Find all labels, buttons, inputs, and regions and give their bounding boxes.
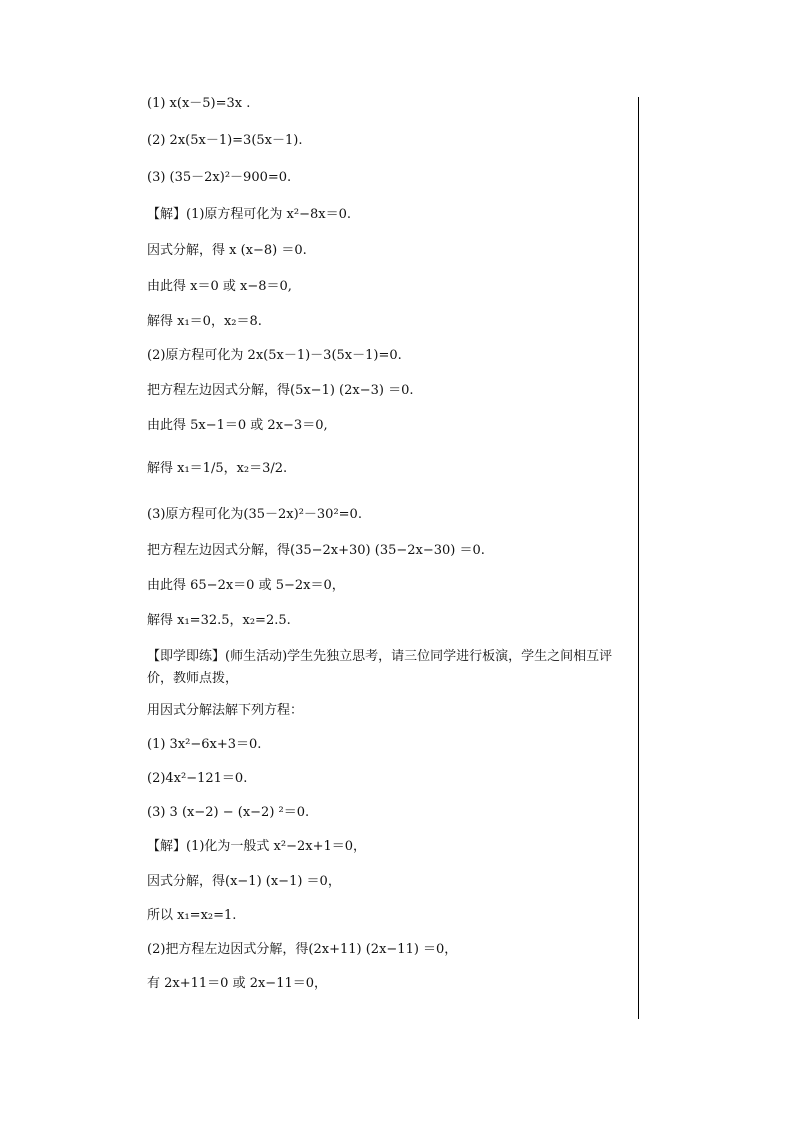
solution-line: 解得 x₁＝0，x₂＝8. — [147, 314, 262, 329]
problem-3: (3) (35－2x)²－900=0. — [147, 170, 292, 185]
solution-line: 把方程左边因式分解，得(5x−1) (2x−3) ＝0. — [147, 383, 414, 398]
solution-line: 解得 x₁=32.5，x₂=2.5. — [147, 613, 291, 628]
practice-problem: (1) 3x²−6x+3＝0. — [147, 737, 262, 752]
solution-fraction-line: 解得 x₁＝1/5，x₂＝3/2. — [147, 461, 288, 476]
practice-intro: 【即学即练】(师生活动)学生先独立思考，请三位同学进行板演，学生之间相互评价，教师点拨， — [147, 649, 613, 686]
practice-solution-line: 所以 x₁=x₂=1. — [147, 908, 237, 923]
solution-line: 由此得 65−2x＝0 或 5−2x＝0， — [147, 578, 345, 593]
solution-header: 【解】(1)原方程可化为 x²−8x＝0. — [147, 207, 351, 222]
practice-problem: (3) 3 (x−2) − (x−2) ²＝0. — [147, 805, 310, 820]
practice-solution-line: (2)把方程左边因式分解，得(2x+11) (2x−11) ＝0， — [147, 942, 458, 957]
solution-line: 由此得 x＝0 或 x−8＝0, — [147, 279, 292, 294]
table-border-line — [638, 97, 639, 1019]
problem-1: (1) x(x－5)=3x . — [147, 96, 251, 111]
solution-line: (3)原方程可化为(35－2x)²－30²=0. — [147, 507, 362, 522]
practice-problem: (2)4x²−121＝0. — [147, 771, 248, 786]
solution-line: 把方程左边因式分解，得(35−2x+30) (35−2x−30) ＝0. — [147, 543, 485, 558]
problem-2: (2) 2x(5x－1)=3(5x－1). — [147, 133, 303, 148]
solution-line: 因式分解，得 x (x−8) ＝0. — [147, 243, 307, 258]
practice-instruction: 用因式分解法解下列方程： — [147, 703, 304, 718]
practice-solution-line: 因式分解，得(x−1) (x−1) ＝0， — [147, 874, 341, 889]
solution-line: 由此得 5x−1＝0 或 2x−3＝0, — [147, 418, 328, 433]
solution-line: (2)原方程可化为 2x(5x－1)－3(5x－1)=0. — [147, 348, 402, 363]
practice-solution-header: 【解】(1)化为一般式 x²−2x+1＝0， — [147, 839, 367, 854]
practice-solution-line: 有 2x+11＝0 或 2x−11＝0， — [147, 976, 328, 991]
